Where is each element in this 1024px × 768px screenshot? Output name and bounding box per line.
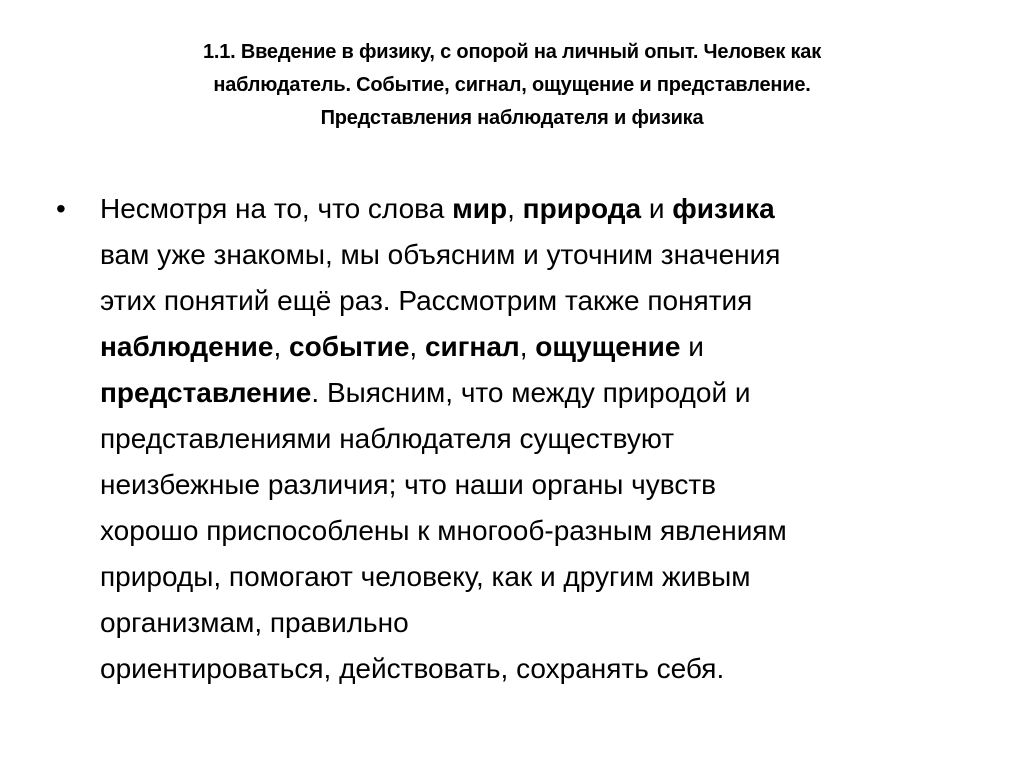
term-fizika: физика [672,193,775,224]
term-oshchushchenie: ощущение [535,331,681,362]
term-sobytie: событие [289,331,410,362]
text-run: , [519,331,536,362]
text-run: . Выясним, что между природой и [311,377,751,408]
text-line [100,370,787,416]
text-line: ориентироваться, действовать, сохранять себя. [100,653,725,684]
title-line: наблюдатель. Событие, сигнал, ощущение и представление. [213,74,811,96]
slide-title [100,36,924,135]
text-line: этих понятий ещё раз. Рассмотрим также понятия [100,285,753,316]
bullet-paragraph [100,186,787,692]
text-run: , [409,331,425,362]
text-run: и [680,331,704,362]
term-predstavlenie: представление [100,377,312,408]
text-line: организмам, правильно [100,607,409,638]
term-mir: мир [452,193,508,224]
text-run: и [641,193,673,224]
text-run: Несмотря на то, что слова [100,193,453,224]
text-line [100,186,787,232]
text-run: , [273,331,290,362]
text-line: природы, помогают человеку, как и другим живым [100,561,751,592]
text-run: , [507,193,523,224]
term-priroda: природа [522,193,642,224]
text-line: представлениями наблюдателя существуют [100,423,675,454]
text-line: вам уже знакомы, мы объясним и уточним значения [100,239,781,270]
text-line: хорошо приспособлены к многооб-разным явлениям [100,515,787,546]
slide-body [56,186,976,692]
text-line: неизбежные различия; что наши органы чувств [100,469,717,500]
title-line: 1.1. Введение в физику, с опорой на личный опыт. Человек как [202,41,822,63]
title-line: Представления наблюдателя и физика [320,107,704,129]
term-nablyudenie: наблюдение [100,331,274,362]
bullet-marker: • [56,193,66,224]
text-line [100,324,787,370]
bullet-item [56,186,976,692]
term-signal: сигнал [424,331,520,362]
